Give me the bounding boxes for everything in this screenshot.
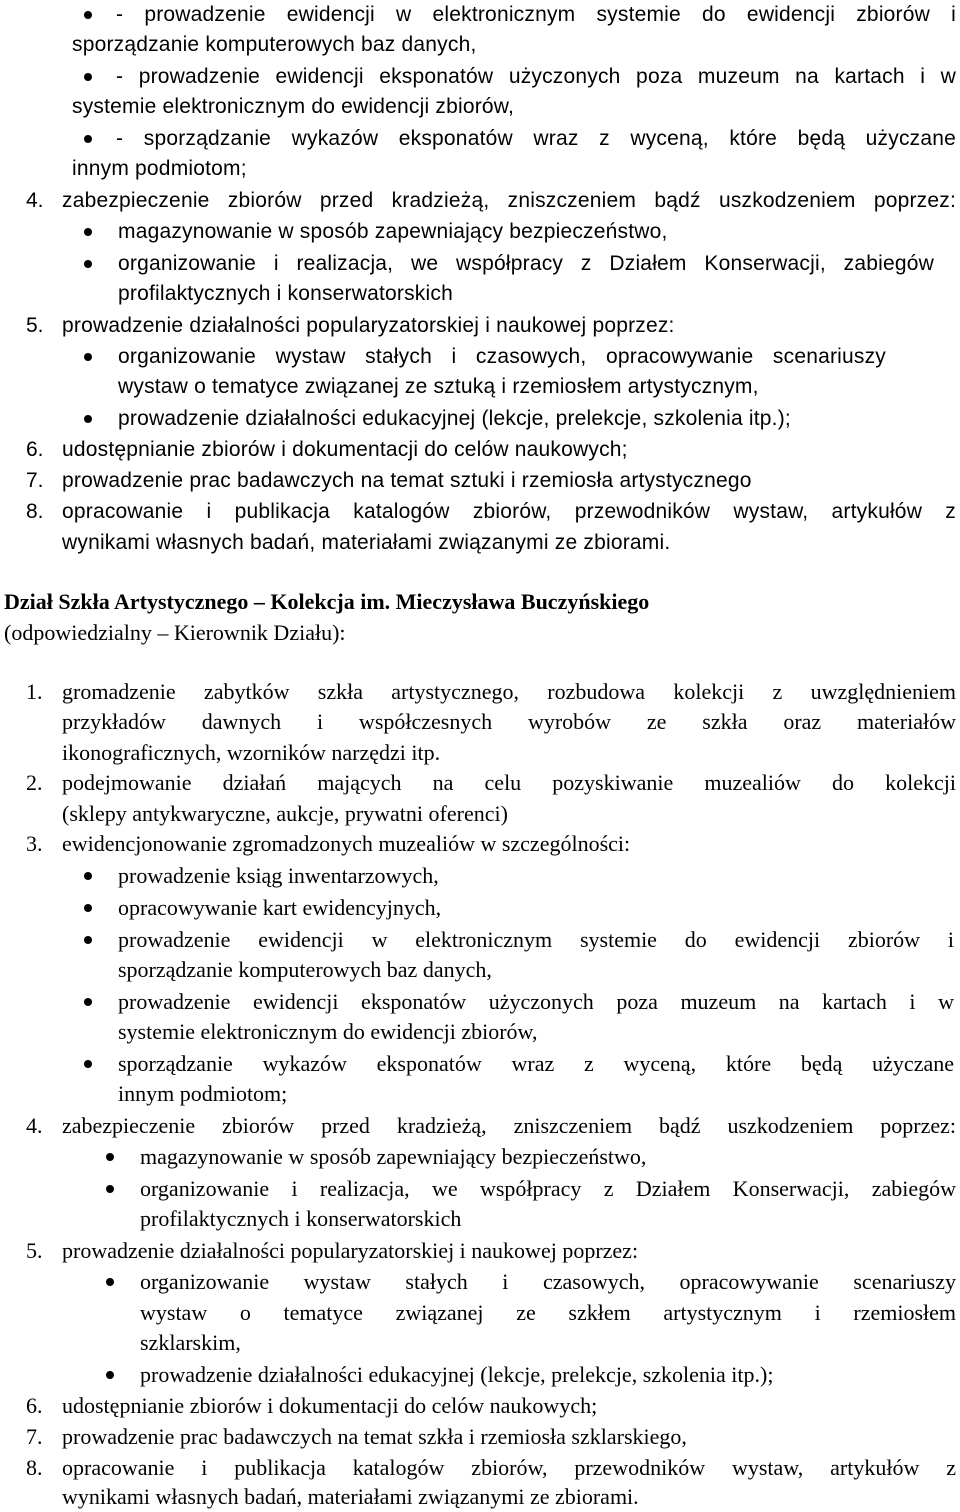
bullet-icon: [84, 11, 92, 19]
list-number: 1.: [26, 679, 43, 704]
list-item-line: gromadzenie zabytków szkła artystycznego, rozbudowa kolekcji z uwzględnieniem: [62, 679, 956, 704]
list-item-line: organizowanie wystaw stałych i czasowych, opracowywanie scenariuszy: [140, 1269, 956, 1294]
list-item-line: - prowadzenie ewidencji w elektronicznym systemie do ewidencji zbiorów i: [116, 3, 956, 26]
list-number: 4.: [26, 189, 44, 212]
list-item-line: organizowanie i realizacja, we współpracy z Działem Konserwacji, zabiegów: [118, 252, 934, 275]
list-item-line: ikonograficznych, wzorników narzędzi itp.: [62, 740, 441, 765]
list-number: 5.: [26, 1238, 43, 1263]
list-number: 6.: [26, 438, 44, 461]
bullet-icon: [84, 872, 92, 880]
bullet-icon: [84, 1060, 92, 1068]
list-number: 7.: [26, 469, 44, 492]
bullet-icon: [84, 936, 92, 944]
list-item-line: ewidencjonowanie zgromadzonych muzealiów w szczególności:: [62, 831, 631, 856]
list-item-line: sporządzanie wykazów eksponatów wraz z wyceną, które będą użyczane: [118, 1051, 954, 1076]
list-item-line: - prowadzenie ewidencji eksponatów użyczonych poza muzeum na kartach i w: [116, 65, 956, 88]
list-number: 2.: [26, 770, 43, 795]
list-item-line: systemie elektronicznym do ewidencji zbiorów,: [118, 1019, 538, 1044]
list-number: 6.: [26, 1393, 43, 1418]
list-item-line: prowadzenie działalności popularyzatorskiej i naukowej poprzez:: [62, 314, 675, 337]
bullet-icon: [84, 415, 92, 423]
list-item-line: opracowywanie kart ewidencyjnych,: [118, 895, 442, 920]
list-item-line: opracowanie i publikacja katalogów zbiorów, przewodników wystaw, artykułów z: [62, 500, 956, 523]
list-number: 3.: [26, 831, 43, 856]
list-item-line: wystaw o tematyce związanej ze szkłem artystycznym i rzemiosłem: [140, 1300, 956, 1325]
bullet-icon: [84, 260, 92, 268]
list-item-line: udostępnianie zbiorów i dokumentacji do celów naukowych;: [62, 1393, 598, 1418]
bullet-icon: [84, 73, 92, 81]
list-item-line: profilaktycznych i konserwatorskich: [140, 1206, 462, 1231]
bullet-icon: [106, 1153, 114, 1161]
list-item-line: sporządzanie komputerowych baz danych,: [72, 33, 477, 56]
list-item-line: (sklepy antykwaryczne, aukcje, prywatni oferenci): [62, 801, 508, 826]
list-number: 7.: [26, 1424, 43, 1449]
bullet-icon: [84, 998, 92, 1006]
list-number: 8.: [26, 1455, 43, 1480]
list-item-line: zabezpieczenie zbiorów przed kradzieżą, zniszczeniem bądź uszkodzeniem poprzez:: [62, 189, 956, 212]
list-item-line: prowadzenie ewidencji eksponatów użyczonych poza muzeum na kartach i w: [118, 989, 954, 1014]
list-item-line: magazynowanie w sposób zapewniający bezpieczeństwo,: [140, 1144, 647, 1169]
list-item-line: prowadzenie ewidencji w elektronicznym systemie do ewidencji zbiorów i: [118, 927, 954, 952]
list-item-line: wystaw o tematyce związanej ze sztuką i rzemiosłem artystycznym,: [118, 375, 759, 398]
bullet-icon: [106, 1278, 114, 1286]
list-item-line: opracowanie i publikacja katalogów zbiorów, przewodników wystaw, artykułów z: [62, 1455, 956, 1480]
list-number: 8.: [26, 500, 44, 523]
list-item-line: udostępnianie zbiorów i dokumentacji do celów naukowych;: [62, 438, 628, 461]
bullet-icon: [84, 353, 92, 361]
bullet-icon: [84, 228, 92, 236]
bullet-icon: [84, 135, 92, 143]
list-item-line: wynikami własnych badań, materiałami związanymi ze zbiorami.: [62, 1484, 639, 1509]
list-item-line: organizowanie i realizacja, we współpracy z Działem Konserwacji, zabiegów: [140, 1176, 956, 1201]
list-item-line: profilaktycznych i konserwatorskich: [118, 282, 453, 305]
list-item-line: prowadzenie działalności popularyzatorskiej i naukowej poprzez:: [62, 1238, 639, 1263]
list-number: 5.: [26, 314, 44, 337]
list-item-line: prowadzenie prac badawczych na temat szkła i rzemiosła szklarskiego,: [62, 1424, 687, 1449]
list-item-line: sporządzanie komputerowych baz danych,: [118, 957, 492, 982]
list-item-line: podejmowanie działań mających na celu pozyskiwanie muzealiów do kolekcji: [62, 770, 956, 795]
list-item-line: prowadzenie działalności edukacyjnej (lekcje, prelekcje, szkolenia itp.);: [140, 1362, 774, 1387]
bullet-icon: [84, 904, 92, 912]
section-title: Dział Szkła Artystycznego – Kolekcja im. Mieczysława Buczyńskiego: [4, 589, 650, 614]
list-number: 4.: [26, 1113, 43, 1138]
bullet-icon: [106, 1185, 114, 1193]
list-item-line: prowadzenie prac badawczych na temat sztuki i rzemiosła artystycznego: [62, 469, 752, 492]
list-item-line: wynikami własnych badań, materiałami związanymi ze zbiorami.: [62, 531, 671, 554]
list-item-line: prowadzenie działalności edukacyjnej (lekcje, prelekcje, szkolenia itp.);: [118, 407, 791, 430]
list-item-line: zabezpieczenie zbiorów przed kradzieżą, zniszczeniem bądź uszkodzeniem poprzez:: [62, 1113, 956, 1138]
section-subtitle: (odpowiedzialny – Kierownik Działu):: [4, 620, 346, 645]
bullet-icon: [106, 1371, 114, 1379]
list-item-line: systemie elektronicznym do ewidencji zbiorów,: [72, 95, 515, 118]
list-item-line: innym podmiotom;: [72, 157, 247, 180]
list-item-line: prowadzenie ksiąg inwentarzowych,: [118, 863, 439, 888]
list-item-line: organizowanie wystaw stałych i czasowych, opracowywanie scenariuszy: [118, 345, 886, 368]
list-item-line: - sporządzanie wykazów eksponatów wraz z wyceną, które będą użyczane: [116, 127, 956, 150]
list-item-line: przykładów dawnych i współczesnych wyrobów ze szkła oraz materiałów: [62, 709, 956, 734]
list-item-line: magazynowanie w sposób zapewniający bezpieczeństwo,: [118, 220, 668, 243]
list-item-line: szklarskim,: [140, 1330, 241, 1355]
list-item-line: innym podmiotom;: [118, 1081, 288, 1106]
